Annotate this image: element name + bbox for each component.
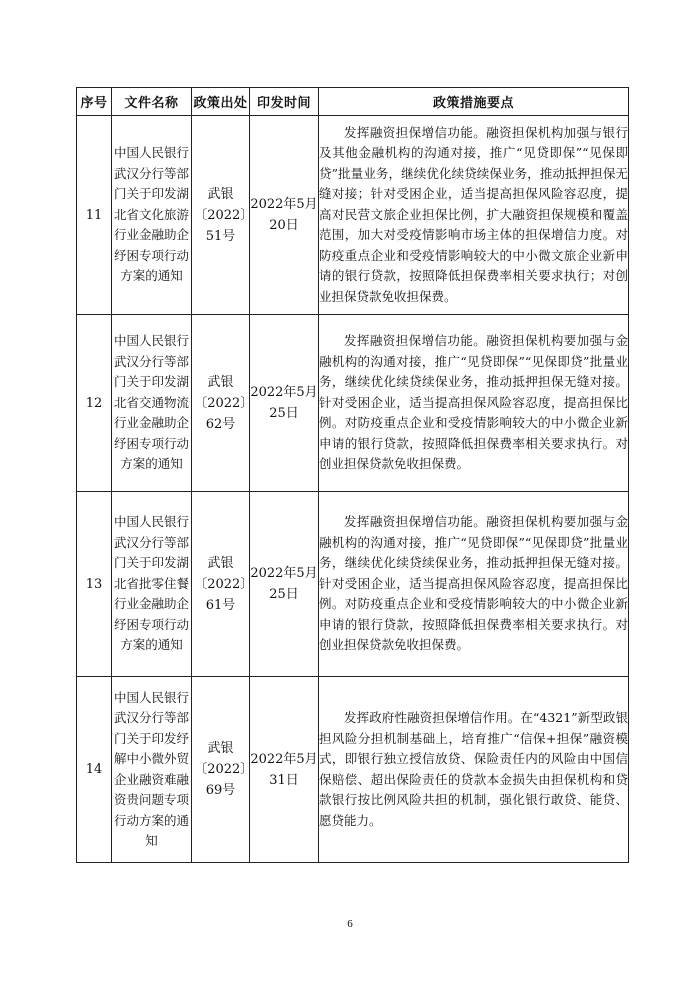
issue-date: 2022年5月20日 (250, 116, 319, 315)
policy-source: 武银〔2022〕62号 (192, 315, 250, 492)
row-number: 11 (77, 116, 112, 315)
policy-source: 武银〔2022〕69号 (192, 677, 250, 863)
document-name: 中国人民银行武汉分行等部门关于印发湖北省文化旅游行业金融助企纾困专项行动方案的通知 (112, 116, 192, 315)
header-issue-date: 印发时间 (250, 88, 319, 116)
table-row (77, 492, 629, 677)
header-source: 政策出处 (192, 88, 250, 116)
table-row (77, 677, 629, 863)
document-name: 中国人民银行武汉分行等部门关于印发湖北省批零住餐行业金融助企纾困专项行动方案的通知 (112, 492, 192, 677)
policy-points: 发挥融资担保增信功能。融资担保机构要加强与金融机构的沟通对接，推广“见贷即保”“见保即贷”批量业务，继续优化续贷续保业务，推动抵押担保无缝对接。针对受困企业，适当提高担保风险容忍度，提高担保比例。对防疫重点企业和受疫情影响较大的中小微企业新申请的银行贷款，按照降低担保费率相关要求执行。对创业担保贷款免收担保费。 (319, 492, 629, 677)
header-row (77, 88, 629, 116)
policy-points: 发挥融资担保增信功能。融资担保机构要加强与金融机构的沟通对接，推广“见贷即保”“见保即贷”批量业务，继续优化续贷续保业务，推动抵押担保无缝对接。针对受困企业，适当提高担保风险容忍度，提高担保比例。对防疫重点企业和受疫情影响较大的中小微企业新申请的银行贷款，按照降低担保费率相关要求执行。对创业担保贷款免收担保费。 (319, 315, 629, 492)
document-name: 中国人民银行武汉分行等部门关于印发湖北省交通物流行业金融助企纾困专项行动方案的通知 (112, 315, 192, 492)
issue-date: 2022年5月25日 (250, 492, 319, 677)
row-number: 12 (77, 315, 112, 492)
row-number: 14 (77, 677, 112, 863)
page-number: 6 (347, 918, 353, 930)
policy-source: 武银〔2022〕51号 (192, 116, 250, 315)
table-row (77, 315, 629, 492)
header-key-points: 政策措施要点 (319, 88, 629, 116)
header-seq: 序号 (77, 88, 112, 116)
header-doc-name: 文件名称 (112, 88, 192, 116)
row-number: 13 (77, 492, 112, 677)
issue-date: 2022年5月25日 (250, 315, 319, 492)
policy-points: 发挥融资担保增信功能。融资担保机构加强与银行及其他金融机构的沟通对接，推广“见贷即保”“见保即贷”批量业务，继续优化续贷续保业务，推动抵押担保无缝对接；针对受困企业，适当提高担保风险容忍度，提高对民营文旅企业担保比例，扩大融资担保规模和覆盖范围，加大对受疫情影响市场主体的担保增信力度。对防疫重点企业和受疫情影响较大的中小微文旅企业新申请的银行贷款，按照降低担保费率相关要求执行；对创业担保贷款免收担保费。 (319, 116, 629, 315)
policy-source: 武银〔2022〕61号 (192, 492, 250, 677)
policy-table (76, 87, 629, 863)
document-name: 中国人民银行武汉分行等部门关于印发纾解中小微外贸企业融资难融资贵问题专项行动方案的通知 (112, 677, 192, 863)
policy-points: 发挥政府性融资担保增信作用。在“4321”新型政银担风险分担机制基础上，培育推广“信保+担保”融资模式，即银行独立授信放贷、保险责任内的风险由中国信保赔偿、超出保险责任的贷款本金损失由担保机构和贷款银行按比例风险共担的机制，强化银行敢贷、能贷、愿贷能力。 (319, 677, 629, 863)
table-row (77, 116, 629, 315)
issue-date: 2022年5月31日 (250, 677, 319, 863)
